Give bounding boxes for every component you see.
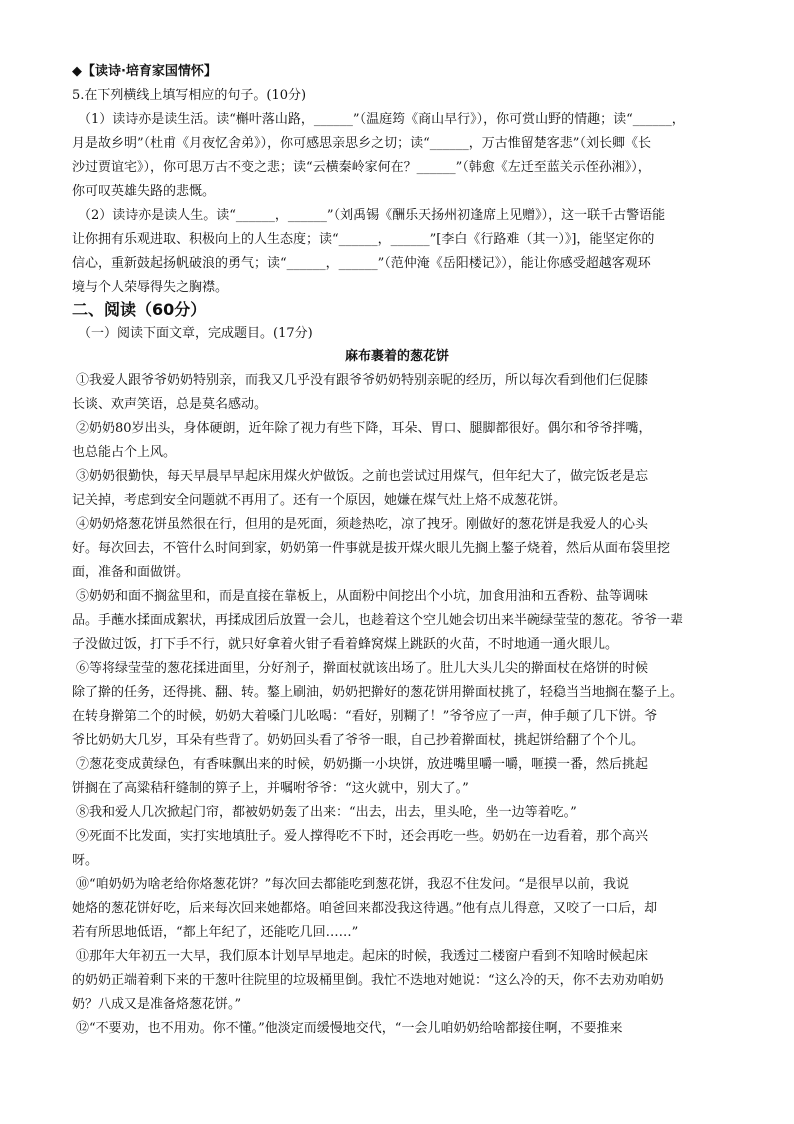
article-line: 呀。 xyxy=(72,853,99,868)
article-line: 面，准备和面做饼。 xyxy=(72,565,190,580)
poetry-part1-line: 月是故乡明”（杜甫《月夜忆舍弟》），你可感思亲思乡之切；读“______，万古惟留楚客悲”（刘长卿《长 xyxy=(72,136,651,151)
article-line: ②奶奶80岁出头，身体硬朗，近年除了视力有些下降，耳朵、胃口、腿脚都很好。偶尔和爷爷拌嘴， xyxy=(76,421,652,436)
poetry-part2-line: 境与个人荣辱得失之胸襟。 xyxy=(72,280,229,295)
poetry-part1-line: （1）读诗亦是读生活。读“槲叶落山路，______”（温庭筠《商山早行》），你可赏山野的情趣；读“______， xyxy=(78,112,685,127)
article-line: 记关掉，考虑到安全问题就不再用了。还有一个原因，她嫌在煤气灶上烙不成葱花饼。 xyxy=(72,493,567,508)
article-line: ①我爱人跟爷爷奶奶特别亲，而我又几乎没有跟爷爷奶奶特别亲昵的经历，所以每次看到他们仨促膝 xyxy=(76,373,649,388)
article-line: 也总能占个上风。 xyxy=(72,445,177,460)
article-line: 除了擀的任务，还得挑、翻、转。鏊上刷油，奶奶把擀好的葱花饼用擀面杖挑了，轻稳当当地搁在鏊子上。 xyxy=(72,685,684,700)
poetry-part2-line: 让你拥有乐观进取、积极向上的人生态度；读“______，______”[李白《行路难（其一）》]，能坚定你的 xyxy=(72,232,655,247)
poetry-part2-line: 信心，重新鼓起扬帆破浪的勇气；读“______，______”（范仲淹《岳阳楼记》），能让你感受超越客观环 xyxy=(72,256,651,271)
article-line: 子没做过饭，打下手不行，就只好拿着火钳子看着蜂窝煤上跳跃的火苗，不时地通一通火眼儿。 xyxy=(72,637,619,652)
poetry-part2-line: （2）读诗亦是读人生。读“______，______”（刘禹锡《酬乐天扬州初逢席上见赠》），这一联千古警语能 xyxy=(78,208,666,223)
article-line: 好。每次回去，不管什么时间到家，奶奶第一件事就是拔开煤火眼儿先搁上鏊子烧着，然后从面布袋里挖 xyxy=(72,541,671,556)
article-line: ⑧我和爱人几次掀起门帘，都被奶奶轰了出来：“出去，出去，里头呛，坐一边等着吃。” xyxy=(76,805,577,820)
reading-subsection-prompt: （一）阅读下面文章，完成题目。(17分) xyxy=(78,326,313,341)
article-line: ⑤奶奶和面不搁盆里和，而是直接在靠板上，从面粉中间挖出个小坑，加食用油和五香粉、盐等调味 xyxy=(76,589,649,604)
article-line: 爷比奶奶大几岁，耳朵有些背了。奶奶回头看了爷爷一眼，自己抄着擀面杖，挑起饼给翻了个个儿。 xyxy=(72,733,645,748)
article-title: 麻布裹着的葱花饼 xyxy=(344,349,449,364)
article-line: ⑫“不要劝，也不用劝。你不懂。”他淡定而缓慢地交代，“一会儿咱奶奶给啥都接住啊，不要推来 xyxy=(76,1021,623,1036)
poetry-section-heading: ◆【读诗·培育家国情怀】 xyxy=(72,64,217,79)
article-line: 品。手蘸水揉面成絮状，再揉成团后放置一会儿，也趁着这个空儿她会切出来半碗绿莹莹的葱花。爷爷一辈 xyxy=(72,613,684,628)
article-line: 饼搁在了高粱秸秆缝制的箅子上，并嘱咐爷爷：“这火就中，别大了。” xyxy=(72,781,469,796)
poetry-part1-line: 沙过贾谊宅》），你可思万古不变之悲；读“云横秦岭家何在？______”（韩愈《左迁至蓝关示侄孙湘》）， xyxy=(72,160,651,175)
article-line: ⑩“咱奶奶为啥老给你烙葱花饼？”每次回去都能吃到葱花饼，我忍不住发问。“是很早以前，我说 xyxy=(76,877,629,892)
article-line: ⑨死面不比发面，实打实地填肚子。爱人撑得吃不下时，还会再吃一些。奶奶在一边看着，那个高兴 xyxy=(76,829,649,844)
article-line: ④奶奶烙葱花饼虽然很在行，但用的是死面，须趁热吃，凉了拽牙。刚做好的葱花饼是我爱人的心头 xyxy=(76,517,649,532)
article-line: 若有所思地低语，“都上年纪了，还能吃几回……” xyxy=(72,925,359,940)
article-line: 在转身擀第二个的时候，奶奶大着嗓门儿吆喝：“看好，别糊了！”爷爷应了一声，伸手颠了几下饼。爷 xyxy=(72,709,658,724)
article-line: 的奶奶正端着剩下来的干葱叶往院里的垃圾桶里倒。我忙不迭地对她说：“这么冷的天，你不去劝劝咱奶 xyxy=(72,973,664,988)
article-line: ③奶奶很勤快，每天早晨早早起床用煤火炉做饭。之前也尝试过用煤气，但年纪大了，做完饭老是忘 xyxy=(76,469,649,484)
article-line: ⑦葱花变成黄绿色，有香味飘出来的时候，奶奶撕一小块饼，放进嘴里嚼一嚼，咂摸一番，然后挑起 xyxy=(76,757,649,772)
reading-section-heading: 二、阅读（60分） xyxy=(72,300,207,319)
question-5-prompt: 5.在下列横线上填写相应的句子。(10分) xyxy=(72,88,307,103)
poetry-part1-line: 你可叹英雄失路的悲慨。 xyxy=(72,184,216,199)
article-line: ⑥等将绿莹莹的葱花揉进面里，分好剂子，擀面杖就该出场了。肚儿大头儿尖的擀面杖在烙饼的时候 xyxy=(76,661,649,676)
article-line: 她烙的葱花饼好吃，后来每次回来她都烙。咱爸回来都没我这待遇。”他有点儿得意，又咬了一口后，却 xyxy=(72,901,658,916)
article-line: 奶？八成又是准备烙葱花饼。” xyxy=(72,997,242,1012)
article-line: ⑪那年大年初五一大早，我们原本计划早早地走。起床的时候，我透过二楼窗户看到不知啥时候起床 xyxy=(76,949,649,964)
article-line: 长谈、欢声笑语，总是莫名感动。 xyxy=(72,397,268,412)
